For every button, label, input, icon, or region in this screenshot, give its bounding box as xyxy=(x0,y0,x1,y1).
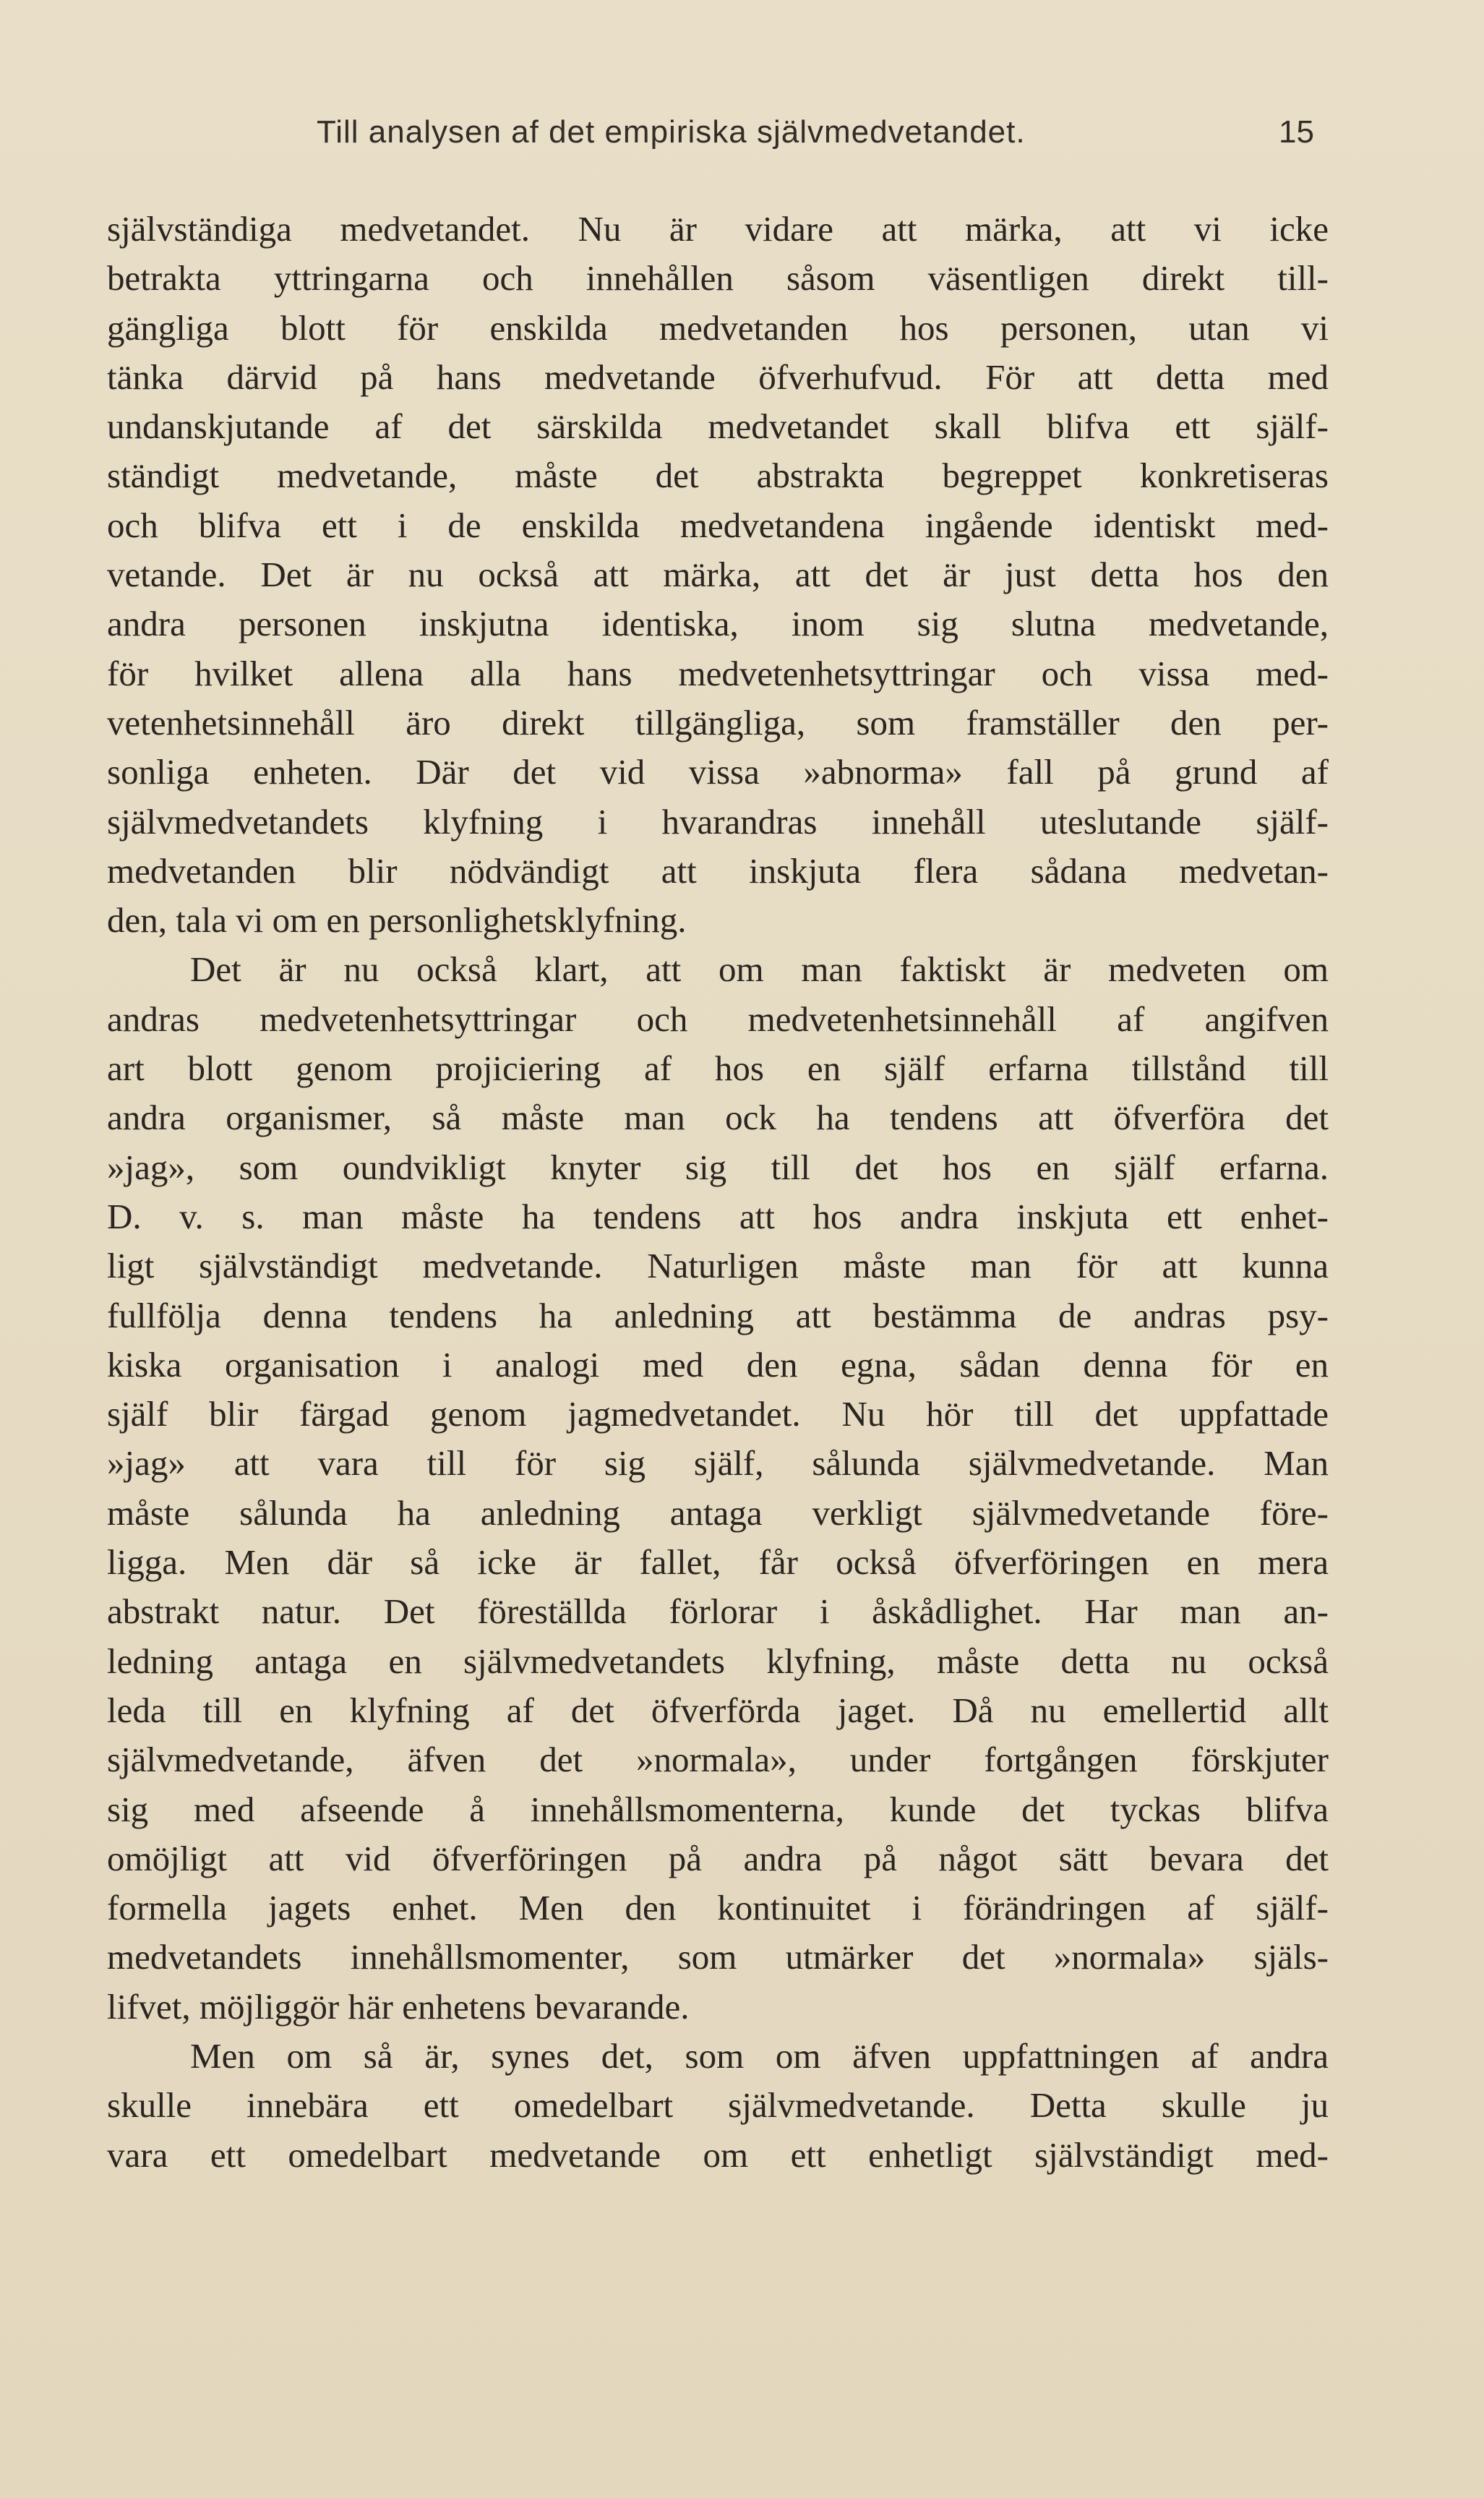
text-line: och blifva ett i de enskilda medvetandena ingående identiskt med- xyxy=(107,505,1329,545)
text-line: omöjligt att vid öfverföringen på andra på något sätt bevara det xyxy=(107,1838,1329,1878)
text-line: vetenhetsinnehåll äro direkt tillgängliga, som framställer den per- xyxy=(107,702,1329,743)
text-line: andra organismer, så måste man ock ha tendens att öfverföra det xyxy=(107,1098,1329,1138)
text-line: abstrakt natur. Det föreställda förlorar i åskådlighet. Har man an- xyxy=(107,1591,1329,1632)
text-line: medvetanden blir nödvändigt att inskjuta flera sådana medvetan- xyxy=(107,850,1329,891)
text-line: andras medvetenhetsyttringar och medvetenhetsinnehåll af angifven xyxy=(107,998,1329,1039)
text-line: leda till en klyfning af det öfverförda jaget. Då nu emellertid allt xyxy=(107,1690,1329,1730)
running-head xyxy=(107,114,1329,165)
text-line: ligt självständigt medvetande. Naturligen måste man för att kunna xyxy=(107,1246,1329,1286)
text-line: tänka därvid på hans medvetande öfverhufvud. För att detta med xyxy=(107,356,1329,397)
text-line: sonliga enheten. Där det vid vissa »abnorma» fall på grund af xyxy=(107,752,1329,792)
running-title: Till analysen af det empiriska självmedvetandet. xyxy=(317,114,1026,150)
page-number: 15 xyxy=(1279,114,1314,150)
text-line: »jag» att vara till för sig själf, sålunda självmedvetande. Man xyxy=(107,1443,1329,1484)
body-text xyxy=(107,205,1329,2180)
text-line: »jag», som oundvikligt knyter sig till det hos en själf erfarna. xyxy=(107,1147,1329,1187)
text-line: undanskjutande af det särskilda medvetandet skall blifva ett själf- xyxy=(107,406,1329,447)
text-line: vara ett omedelbart medvetande om ett enhetligt självständigt med- xyxy=(107,2134,1329,2175)
text-line: den, tala vi om en personlighetsklyfning. xyxy=(107,900,687,941)
text-line: måste sålunda ha anledning antaga verkligt självmedvetande före- xyxy=(107,1492,1329,1533)
text-line: gängliga blott för enskilda medvetanden hos personen, utan vi xyxy=(107,307,1329,348)
text-line: ständigt medvetande, måste det abstrakta begreppet konkretiseras xyxy=(107,455,1329,496)
text-line: självmedvetande, äfven det »normala», under fortgången förskjuter xyxy=(107,1740,1329,1780)
text-line: skulle innebära ett omedelbart självmedvetande. Detta skulle ju xyxy=(107,2085,1329,2126)
text-line: medvetandets innehållsmomenter, som utmärker det »normala» själs- xyxy=(107,1937,1329,1977)
text-line: D. v. s. man måste ha tendens att hos andra inskjuta ett enhet- xyxy=(107,1196,1329,1236)
text-line: andra personen inskjutna identiska, inom sig slutna medvetande, xyxy=(107,604,1329,644)
text-line: ledning antaga en självmedvetandets klyfning, måste detta nu också xyxy=(107,1641,1329,1681)
text-line: kiska organisation i analogi med den egna, sådan denna för en xyxy=(107,1344,1329,1385)
text-line: själf blir färgad genom jagmedvetandet. Nu hör till det uppfattade xyxy=(107,1394,1329,1434)
text-line: formella jagets enhet. Men den kontinuitet i förändringen af själf- xyxy=(107,1888,1329,1928)
text-line: art blott genom projiciering af hos en själf erfarna tillstånd till xyxy=(107,1048,1329,1089)
text-line: självmedvetandets klyfning i hvarandras innehåll uteslutande själf- xyxy=(107,801,1329,842)
text-line: Det är nu också klart, att om man faktiskt är medveten om xyxy=(190,949,1329,990)
text-line: sig med afseende å innehållsmomenterna, kunde det tyckas blifva xyxy=(107,1789,1329,1829)
text-line: självständiga medvetandet. Nu är vidare att märka, att vi icke xyxy=(107,209,1329,249)
text-line: lifvet, möjliggör här enhetens bevarande. xyxy=(107,1986,690,2027)
text-line: vetande. Det är nu också att märka, att det är just detta hos den xyxy=(107,555,1329,595)
text-line: för hvilket allena alla hans medvetenhetsyttringar och vissa med- xyxy=(107,653,1329,693)
text-line: ligga. Men där så icke är fallet, får också öfverföringen en mera xyxy=(107,1542,1329,1583)
text-line: Men om så är, synes det, som om äfven uppfattningen af andra xyxy=(190,2035,1329,2076)
text-line: fullfölja denna tendens ha anledning att bestämma de andras psy- xyxy=(107,1295,1329,1335)
text-line: betrakta yttringarna och innehållen såsom väsentligen direkt till- xyxy=(107,258,1329,299)
